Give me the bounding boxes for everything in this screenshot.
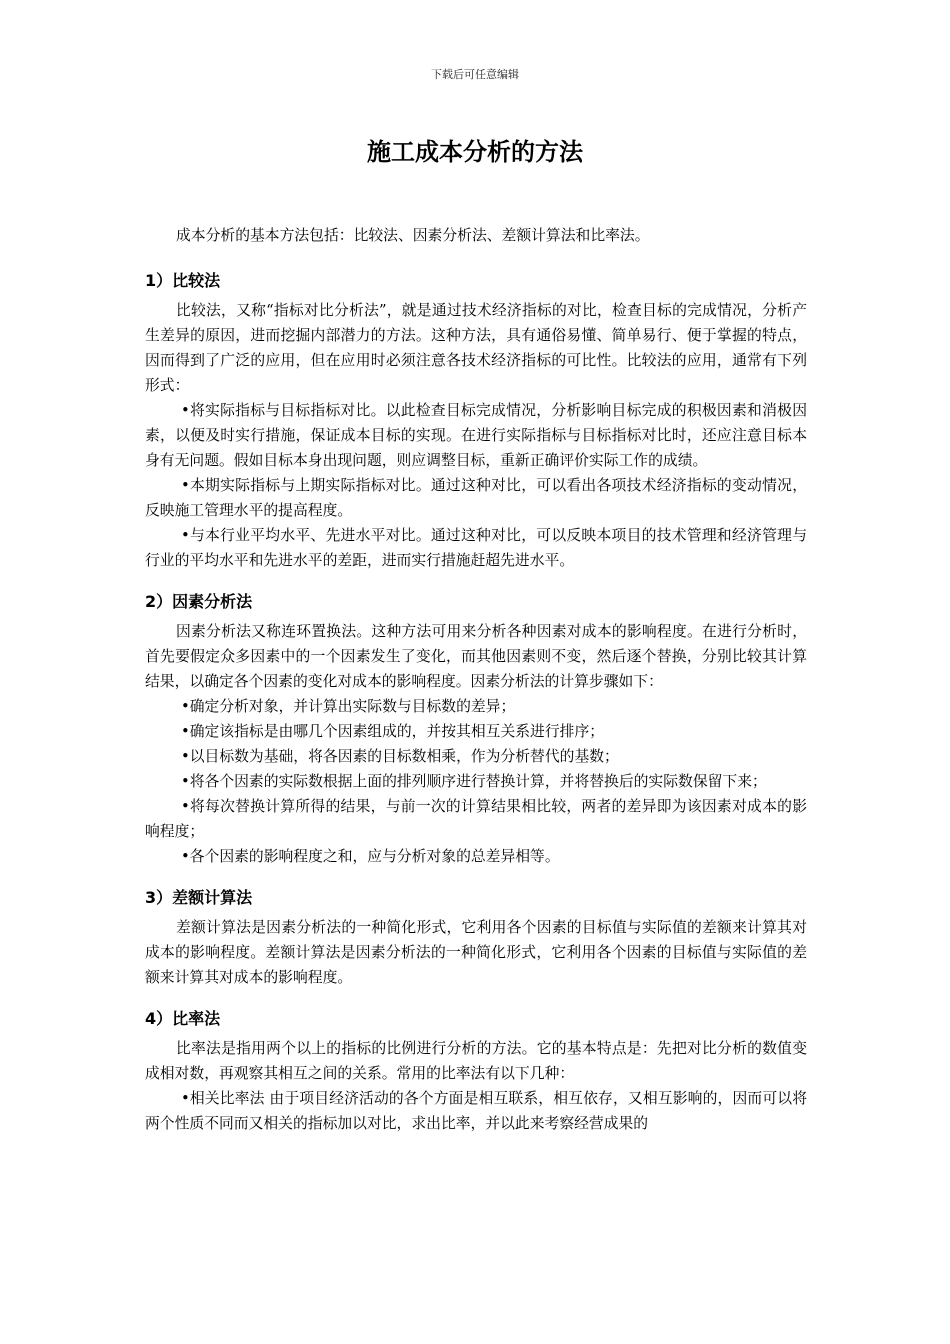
bullet-item: •确定分析对象，并计算出实际数与目标数的差异； bbox=[181, 698, 516, 715]
paragraph: 比较法，又称“指标对比分析法”，就是通过技术经济指标的对比，检查目标的完成情况，分析产生差异的原因，进而挖掘内部潜力的方法。这种方法，具有通俗易懂、简单易行、便于掌握的特点，因而得到了广泛的应用，但在应用时必须注意各技术经济指标的可比性。比较法的应用，通常有下列形式： bbox=[145, 302, 807, 394]
document-body bbox=[145, 223, 807, 1136]
paragraph: 因素分析法又称连环置换法。这种方法可用来分析各种因素对成本的影响程度。在进行分析时，首先要假定众多因素中的一个因素发生了变化，而其他因素则不变，然后逐个替换，分别比较其计算结果，以确定各个因素的变化对成本的影响程度。因素分析法的计算步骤如下： bbox=[145, 623, 807, 690]
bullet-item: •与本行业平均水平、先进水平对比。通过这种对比，可以反映本项目的技术管理和经济管理与行业的平均水平和先进水平的差距，进而实行措施赶超先进水平。 bbox=[145, 527, 807, 569]
bullet-item: •本期实际指标与上期实际指标对比。通过这种对比，可以看出各项技术经济指标的变动情况，反映施工管理水平的提高程度。 bbox=[145, 477, 807, 519]
bullet-item: •将实际指标与目标指标对比。以此检查目标完成情况，分析影响目标完成的积极因素和消极因素，以便及时实行措施，保证成本目标的实现。在进行实际指标与目标指标对比时，还应注意目标本身有无问题。假如目标本身出现问题，则应调整目标，重新正确评价实际工作的成绩。 bbox=[145, 402, 807, 469]
section-heading: 4）比率法 bbox=[145, 1009, 221, 1028]
paragraph: 比率法是指用两个以上的指标的比例进行分析的方法。它的基本特点是：先把对比分析的数值变成相对数，再观察其相互之间的关系。常用的比率法有以下几种： bbox=[145, 1040, 807, 1082]
bullet-item: •将每次替换计算所得的结果，与前一次的计算结果相比较，两者的差异即为该因素对成本的影响程度； bbox=[145, 798, 807, 840]
document-title: 施工成本分析的方法 bbox=[367, 138, 583, 166]
intro-paragraph: 成本分析的基本方法包括：比较法、因素分析法、差额计算法和比率法。 bbox=[176, 227, 650, 244]
bullet-item: •将各个因素的实际数根据上面的排列顺序进行替换计算，并将替换后的实际数保留下来； bbox=[181, 773, 767, 790]
section-heading: 1）比较法 bbox=[145, 271, 221, 290]
page-header: 下载后可任意编辑 bbox=[431, 68, 519, 81]
paragraph: 差额计算法是因素分析法的一种简化形式，它利用各个因素的目标值与实际值的差额来计算其对成本的影响程度。差额计算法是因素分析法的一种简化形式，它利用各个因素的目标值与实际值的差额来计算其对成本的影响程度。 bbox=[145, 919, 807, 986]
section-heading: 2）因素分析法 bbox=[145, 592, 253, 611]
section-heading: 3）差额计算法 bbox=[145, 888, 253, 907]
bullet-item: •以目标数为基础，将各因素的目标数相乘，作为分析替代的基数； bbox=[181, 748, 619, 765]
bullet-item: •确定该指标是由哪几个因素组成的，并按其相互关系进行排序； bbox=[181, 723, 605, 740]
bullet-item: •各个因素的影响程度之和，应与分析对象的总差异相等。 bbox=[181, 848, 560, 865]
bullet-item: •相关比率法 由于项目经济活动的各个方面是相互联系，相互依存，又相互影响的，因而可以将两个性质不同而又相关的指标加以对比，求出比率，并以此来考察经营成果的 bbox=[145, 1090, 807, 1132]
